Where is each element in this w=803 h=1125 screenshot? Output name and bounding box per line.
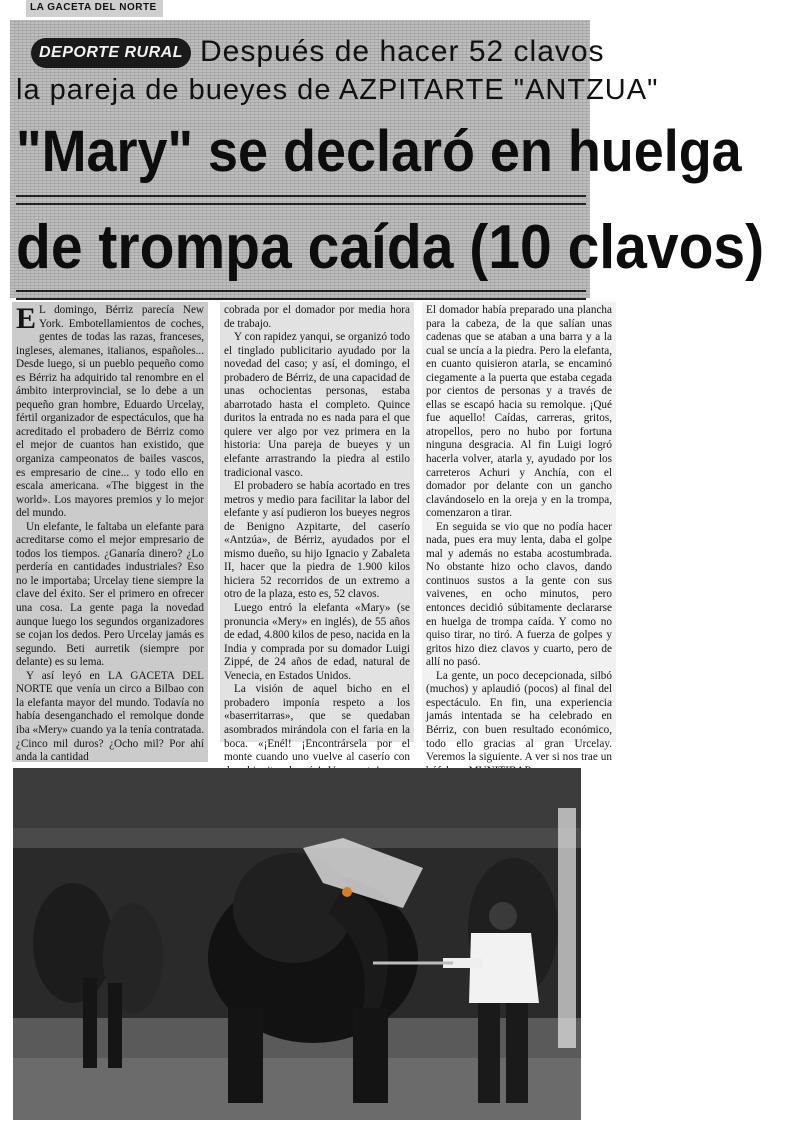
paragraph: El probadero se había acortado en tres metros y medio para facilitar la labor del elefante y así pudieron los bueyes negros de Benigno Azpitarte, del caserío «Antzúa», de Bérriz, ayudados por el mismo dueño, su hijo Ignacio y Zabaleta II, hacer que la piedra de 1.900 kilos hiciera 52 recorridos de un extremo a otro de la plaza, esto es, 52 clavos. [224, 480, 410, 601]
news-photo [13, 768, 581, 1120]
paragraph: Y así leyó en LA GACETA DEL NORTE que venía un circo a Bilbao con la elefanta mayor del mundo. Todavía no había desenganchado el remolque donde iba «Mery» cuando ya la tenía contratada. ¿Cinco mil duros? ¿Ocho mil? Por ahí anda la cantidad [16, 669, 204, 764]
paragraph: Un elefante, le faltaba un elefante para acreditarse como el mejor empresario de todos los tiempos. ¿Ganaría dinero? ¿Lo perdería en cantidades industriales? Eso no le importaba; Urcelay tiene siempre la clave del éxito. Ser el primero en ofrecer una cosa. La gente paga la novedad aunque luego los segundos organizadores se cojan los dedos. Pero Urcelay jamás es segundo. Beti aurretik (siempre por delante) es su lema. [16, 520, 204, 669]
kicker-line-1: Después de hacer 52 clavos [200, 35, 605, 68]
paragraph: Y con rapidez yanqui, se organizó todo el tinglado publicitario ayudado por la novedad del caso; y así, el domingo, el probadero de Bérriz, de una capacidad de unas ochocientas personas, estaba abarrotado hasta el completo. Quince duritos la entrada no es nada para el que quiere ver algo por vez primera en la historia: Una pareja de bueyes y un elefante arrastrando la piedra al estilo tradicional vasco. [224, 331, 410, 479]
elephant-photo-illustration [13, 768, 581, 1120]
newspaper-masthead: LA GACETA DEL NORTE [26, 0, 163, 17]
article-column-2 [220, 302, 414, 764]
dropcap: E [16, 302, 37, 335]
paragraph: El domador había preparado una plancha para la cabeza, de la que salían unas cadenas que se ataban a una barra y a la cual se uncía a la piedra. Pero la elefanta, en cuanto quisieron atarla, se encaminó ciegamente a la puerta que estaba cegada por cientos de personas y a través de ellas se escapó hacia su remolque. ¡Qué fue aquello! Caídas, carreras, gritos, atropellos, pero no hubo por fortuna ninguna desgracia. Al fin Luigi logró hacerla volver, atarla y, ayudado por los carreteros Achuri y Anchía, con el domador por delante con un gancho clavándoselo en la oreja y en la trompa, comenzaron a tirar. [426, 304, 612, 520]
paragraph: La gente, un poco decepcionada, silbó (muchos) y aplaudió (pocos) al final del espectáculo. En fin, una experiencia jamás intentada se ha celebrado en Bérriz, con buen resultado económico, todo ello gracias al gran Urcelay. Veremos la siguiente. A ver si nos trae un [426, 669, 612, 764]
paragraph: cobrada por el domador por media hora de trabajo. [224, 304, 410, 330]
headline-title-line-2: de trompa caída (10 clavos) [16, 213, 765, 282]
article-column-3 [422, 302, 616, 764]
headline-rule [16, 290, 586, 300]
headline-block [10, 20, 765, 298]
paragraph: Luego entró la elefanta «Mary» (se pronuncia «Mery» en inglés), de 55 años de edad, 4.800 kilos de peso, nacida en la India y comprada por su domador Luigi Zippé, de 24 años de edad, natural de Venecia, en Estados Unidos. [224, 602, 410, 682]
headline-title-line-1: "Mary" se declaró en huelga [16, 119, 742, 184]
paragraph: En seguida se vio que no podía hacer nada, pues era muy lenta, daba el golpe mal y además no estaba acostumbrada. No obstante hizo ocho clavos, dando continuos sustos a la gente con sus vaivenes, en ocho minutos, pero entonces decidió súbitamente declararse en huelga de trompa caída. Y como no quiso tirar, no tiró. A fuerza de golpes y gritos hizo diez clavos y cuarto, pero de allí no pasó. [426, 520, 612, 669]
headline-rule [16, 195, 586, 205]
section-tag: DEPORTE RURAL [31, 38, 191, 68]
kicker-line-2: la pareja de bueyes de AZPITARTE "ANTZUA" [16, 74, 659, 106]
paragraph: E L domingo, Bérriz parecía New York. Embotellamientos de coches, gentes de todas las razas, franceses, ingleses, alemanes, italianos, españoles... Desde luego, si un pueblo pequeño como es Bérriz ha adquirido tal renombre en el ámbito interprovincial, se lo debe a un pequeño gran hombre, Eduardo Urcelay, fértil organizador de espectáculos, que ha acreditado el probadero de Bérriz como el mejor de cuantos han existido, que organiza campeonatos de bailes vascos, es empresario de cine... y todo ello en escala americana. «The biggest in the world». Los mayores premios y lo mejor del mundo. [16, 302, 204, 520]
paragraph: La visión de aquel bicho en el probadero imponía respeto a los «baserritarras», que se quedaban asombrados mirándola con el faria en la boca. «¡Enél! ¡Encontrársela por el monte cuando uno vuelve al caserío con [224, 683, 410, 764]
article-column-1 [12, 302, 208, 762]
